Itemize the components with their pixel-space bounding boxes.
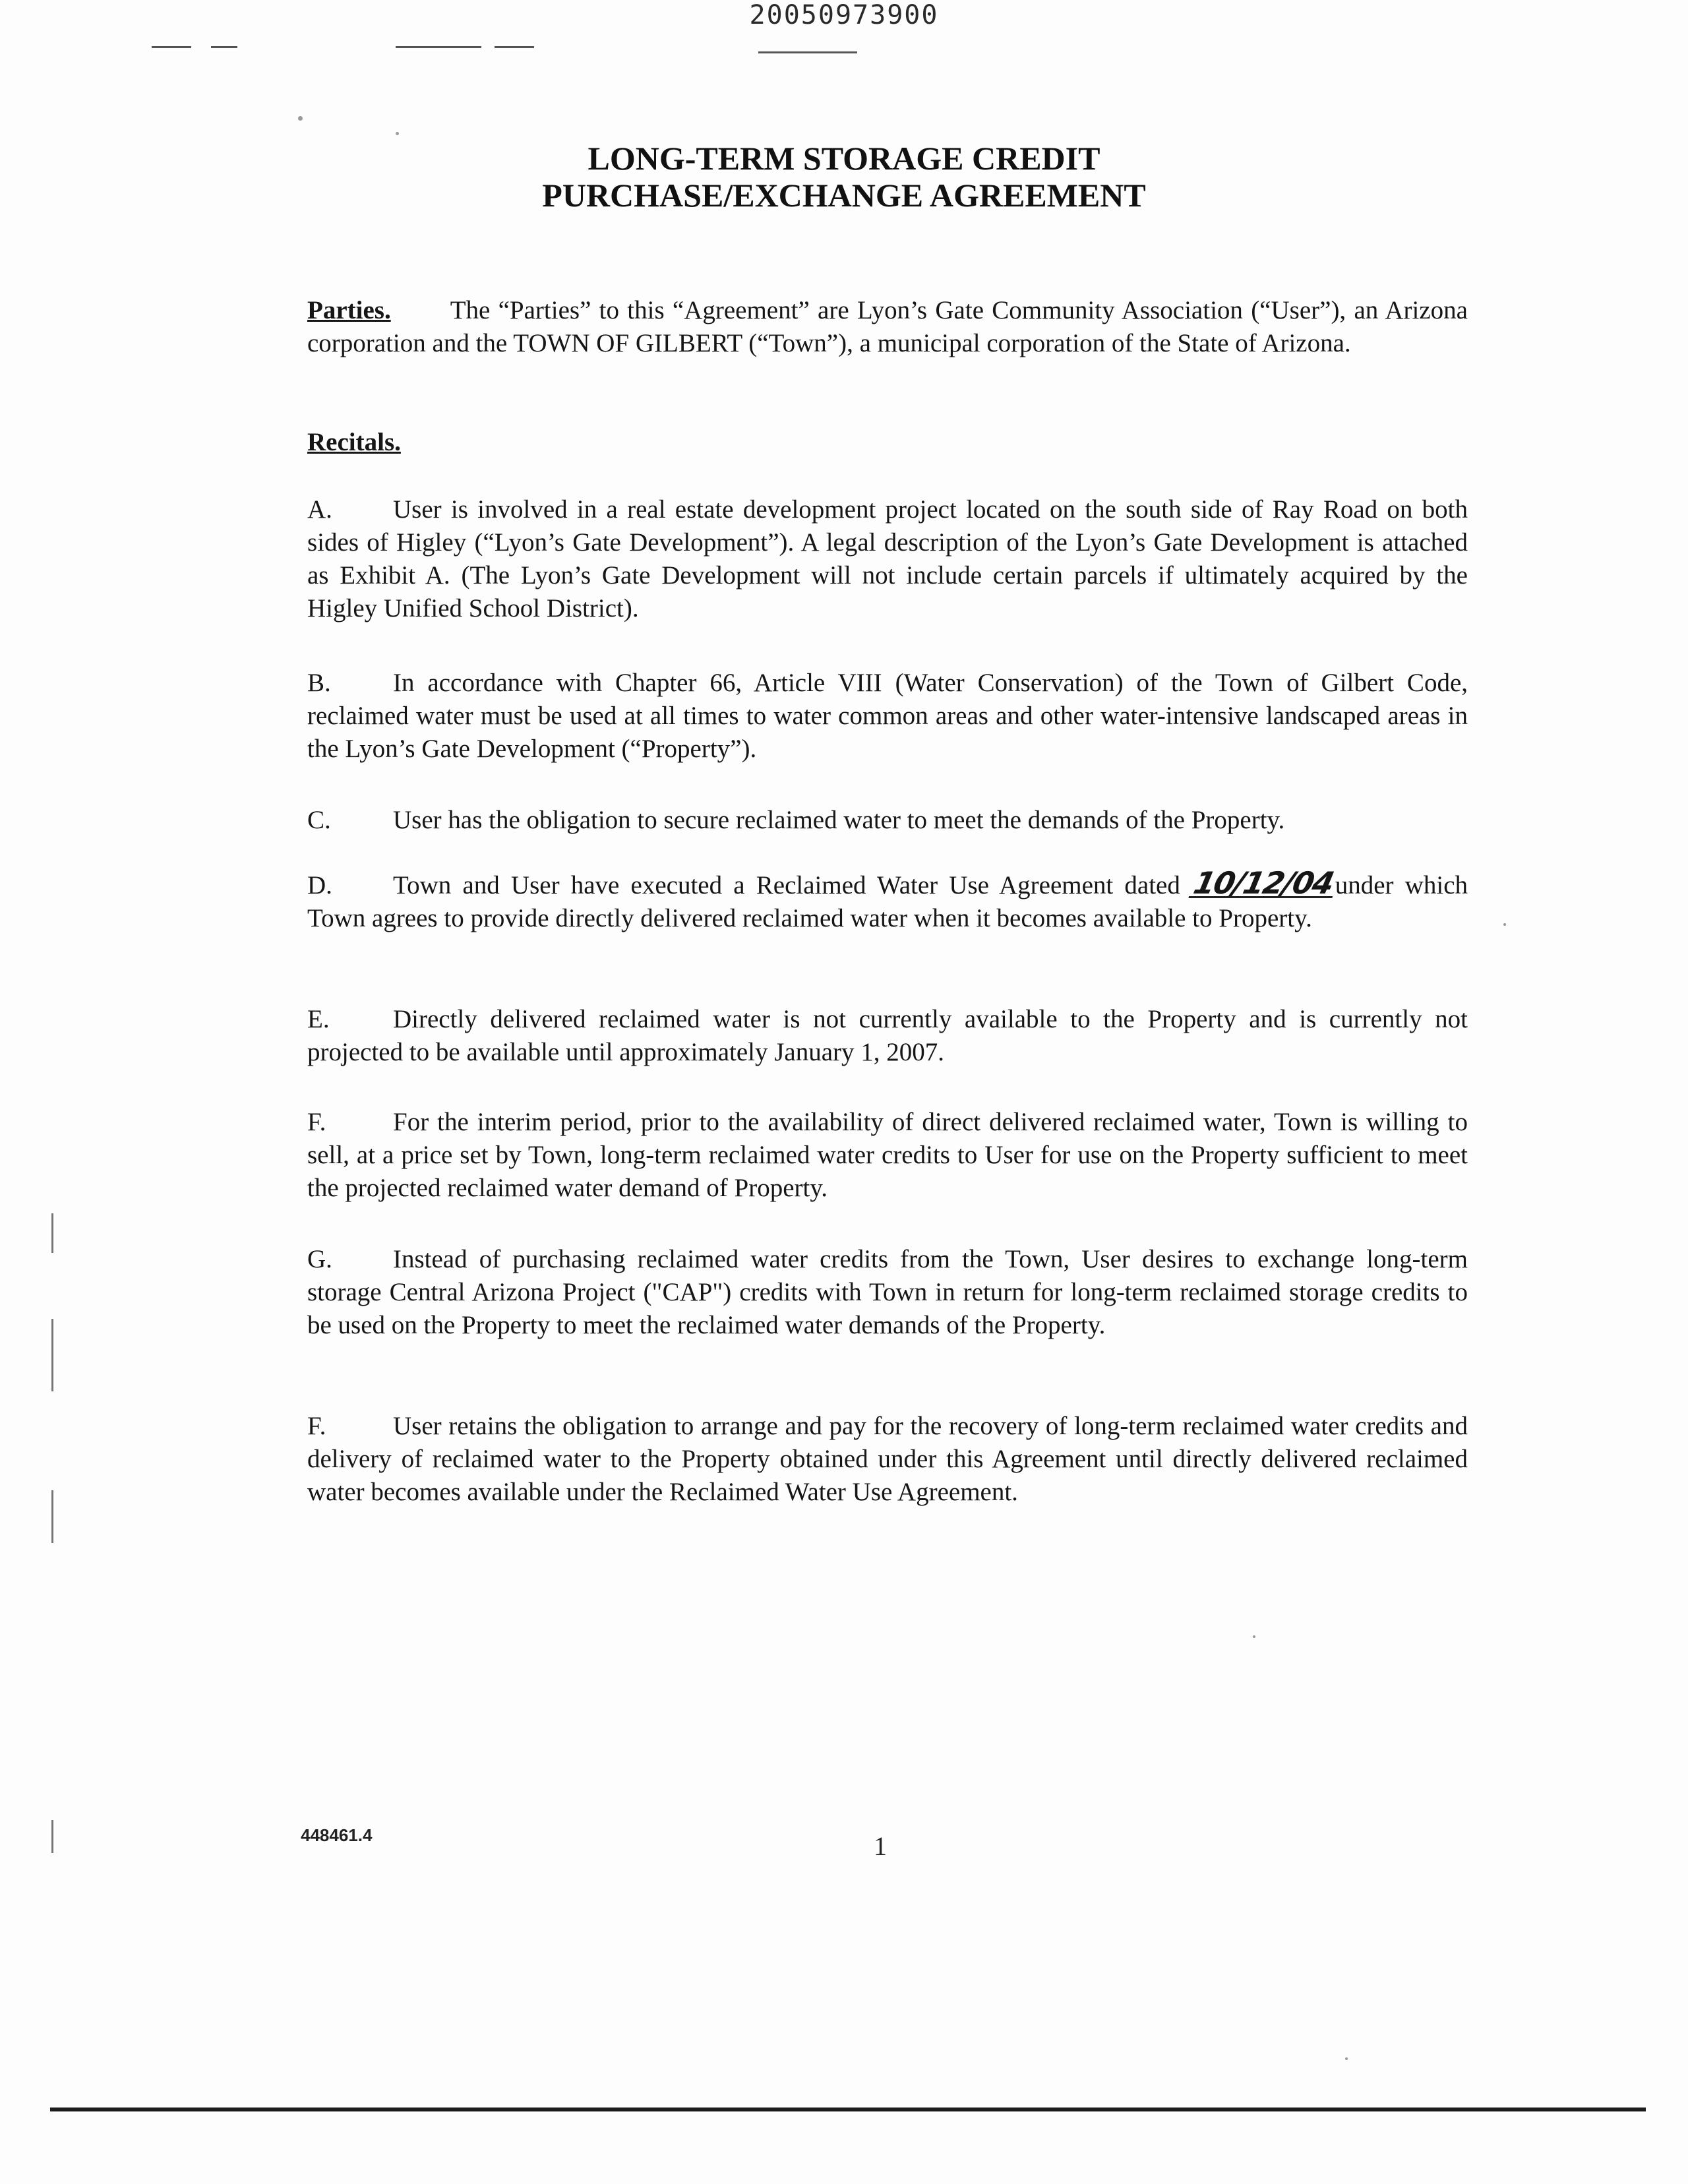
scan-artifact: [1503, 923, 1506, 926]
scan-artifact: [51, 1213, 53, 1253]
recital-text: For the interim period, prior to the availability of direct delivered reclaimed water, Town is willing to sell, at a price set by Town, long-term reclaimed water credits to User for use on the Property sufficient to meet the projected reclaimed water demand of Property.: [307, 1108, 1468, 1202]
recital-e: [307, 1003, 1468, 1069]
recital-b: [307, 667, 1468, 766]
recital-text: User retains the obligation to arrange and pay for the recovery of long-term reclaimed water credits and delivery of reclaimed water to the Property obtained under this Agreement until directly delivered reclaimed water becomes available under the Reclaimed Water Use Agreement.: [307, 1412, 1468, 1506]
footer-document-id: 448461.4: [301, 1825, 373, 1845]
title-line-2: PURCHASE/EXCHANGE AGREEMENT: [542, 177, 1146, 214]
document-number: 20050973900: [749, 0, 939, 30]
handwritten-date: 10/12/04: [1188, 870, 1338, 898]
recital-letter: C.: [307, 806, 331, 834]
recital-f-second: [307, 1410, 1468, 1509]
recital-text: Instead of purchasing reclaimed water credits from the Town, User desires to exchange long-term storage Central Arizona Project ("CAP") credits with Town in return for long-term reclaimed storage credits to be used on the Property to meet the reclaimed water demands of the Property.: [307, 1245, 1468, 1339]
scan-artifact: [51, 1490, 53, 1543]
recital-letter: F.: [307, 1108, 326, 1136]
recital-text-after: under which Town agrees to provide directly delivered reclaimed water when it becomes available to Property.: [307, 871, 1468, 932]
scan-artifact: [51, 1820, 53, 1853]
parties-heading: Parties.: [307, 296, 391, 324]
recital-text: User has the obligation to secure reclaimed water to meet the demands of the Property.: [393, 806, 1285, 834]
recital-a: [307, 493, 1468, 625]
bottom-rule: [50, 2108, 1646, 2111]
scan-artifact: [396, 132, 399, 135]
scan-artifact: [1345, 2057, 1348, 2060]
recital-letter: B.: [307, 669, 331, 697]
recital-c: [307, 804, 1468, 837]
recital-d: [307, 865, 1468, 935]
scan-artifact: [51, 1319, 53, 1391]
scan-artifact: [396, 46, 481, 48]
recital-letter: E.: [307, 1005, 330, 1033]
recital-letter: D.: [307, 871, 332, 899]
parties-text: The “Parties” to this “Agreement” are Lyon’s Gate Community Association (“User”), an Arizona corporation and the TOWN OF GILBERT (“Town”), a municipal corporation of the State of Arizona.: [307, 296, 1468, 357]
title-line-1: LONG-TERM STORAGE CREDIT: [588, 140, 1100, 177]
recital-letter: F.: [307, 1412, 326, 1440]
recital-g: [307, 1243, 1468, 1342]
scan-artifact: [495, 46, 534, 48]
recital-f: [307, 1106, 1468, 1205]
recital-text: Directly delivered reclaimed water is not currently available to the Property and is currently not projected to be available until approximately January 1, 2007.: [307, 1005, 1468, 1066]
parties-paragraph: [307, 294, 1468, 360]
scan-artifact: [298, 116, 303, 121]
page-title: [0, 140, 1688, 214]
scan-artifact: [211, 46, 237, 48]
recital-letter: G.: [307, 1245, 332, 1273]
recital-letter: A.: [307, 495, 332, 524]
page-number: 1: [874, 1831, 887, 1861]
recital-text: In accordance with Chapter 66, Article VIII (Water Conservation) of the Town of Gilbert Code, reclaimed water must be used at all times to water common areas and other water-intensive landscaped areas in the Lyon’s Gate Development (“Property”).: [307, 669, 1468, 763]
recitals-heading: Recitals.: [307, 428, 401, 456]
scan-artifact: [758, 51, 857, 53]
scan-artifact: [152, 46, 191, 48]
recital-text-before: Town and User have executed a Reclaimed Water Use Agreement dated: [393, 871, 1180, 899]
recital-text: User is involved in a real estate development project located on the south side of Ray Road on both sides of Higley (“Lyon’s Gate Development”). A legal description of the Lyon’s Gate Development is attached as Exhibit A. (The Lyon’s Gate Development will not include certain parcels if ultimately acquired by the Higley Unified School District).: [307, 495, 1468, 622]
scan-artifact: [1253, 1635, 1255, 1638]
